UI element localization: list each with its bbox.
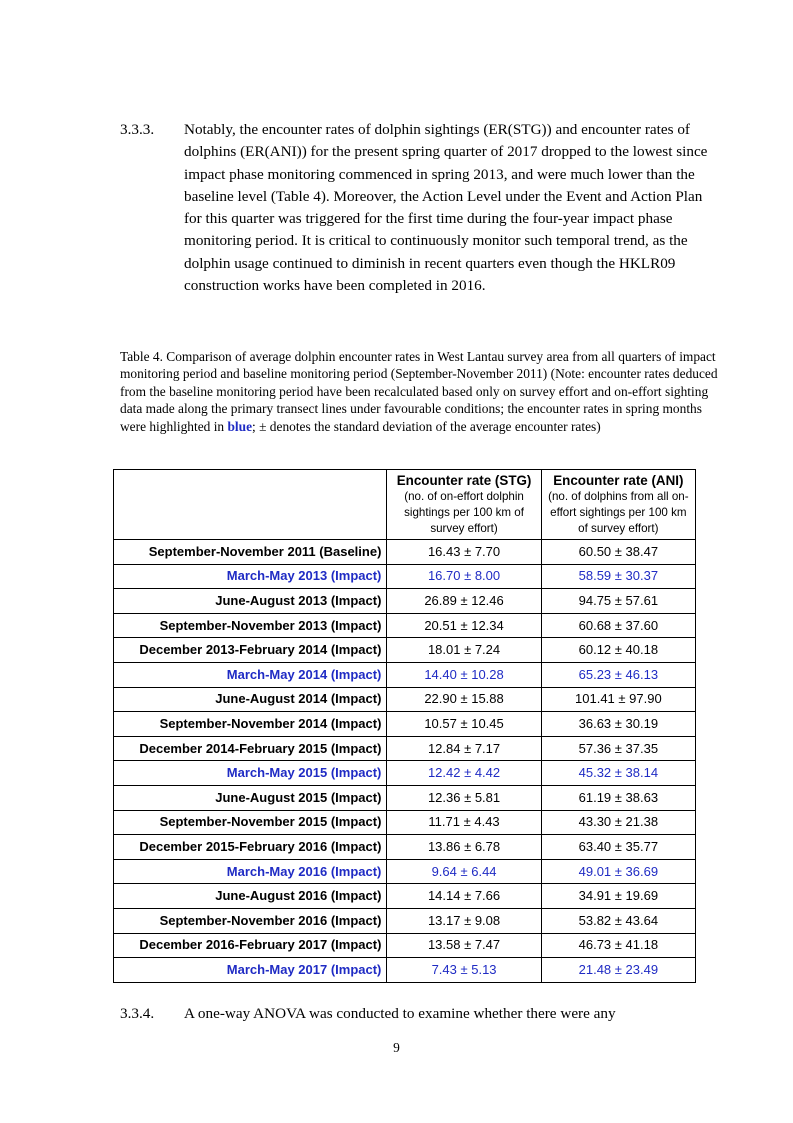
period-cell: March-May 2016 (Impact) [114,859,387,884]
caption-highlight: blue [227,418,253,434]
ani-cell: 34.91 ± 19.69 [541,884,695,909]
period-cell: March-May 2017 (Impact) [114,958,387,983]
table-row [114,908,696,933]
stg-cell: 13.17 ± 9.08 [387,908,541,933]
table-row [114,736,696,761]
ani-cell: 36.63 ± 30.19 [541,712,695,737]
stg-cell: 14.14 ± 7.66 [387,884,541,909]
period-cell: June-August 2016 (Impact) [114,884,387,909]
period-cell: June-August 2015 (Impact) [114,785,387,810]
period-cell: June-August 2014 (Impact) [114,687,387,712]
stg-cell: 10.57 ± 10.45 [387,712,541,737]
stg-cell: 13.58 ± 7.47 [387,933,541,958]
period-cell: December 2013-February 2014 (Impact) [114,638,387,663]
stg-cell: 12.84 ± 7.17 [387,736,541,761]
table-row [114,958,696,983]
period-cell: September-November 2011 (Baseline) [114,540,387,565]
table-row [114,687,696,712]
period-cell: December 2015-February 2016 (Impact) [114,835,387,860]
header-stg-title: Encounter rate (STG) [396,473,532,488]
section-number: 3.3.3. [120,121,155,138]
period-cell: June-August 2013 (Impact) [114,589,387,614]
header-stg [387,470,541,540]
stg-cell: 9.64 ± 6.44 [387,859,541,884]
table-row [114,810,696,835]
header-empty-cell [114,470,387,540]
table-caption [120,348,720,435]
ani-cell: 60.68 ± 37.60 [541,613,695,638]
period-cell: September-November 2016 (Impact) [114,908,387,933]
table-body [114,540,696,983]
stg-cell: 16.70 ± 8.00 [387,564,541,589]
header-ani [541,470,695,540]
period-cell: December 2014-February 2015 (Impact) [114,736,387,761]
header-ani-title: Encounter rate (ANI) [553,473,684,488]
stg-cell: 18.01 ± 7.24 [387,638,541,663]
table-row [114,564,696,589]
ani-cell: 21.48 ± 23.49 [541,958,695,983]
period-cell: September-November 2013 (Impact) [114,613,387,638]
header-ani-subtitle: (no. of dolphins from all on-effort sightings per 100 km of survey effort) [548,490,689,535]
ani-cell: 60.50 ± 38.47 [541,540,695,565]
section-3-3-4 [120,1003,710,1025]
ani-cell: 43.30 ± 21.38 [541,810,695,835]
stg-cell: 20.51 ± 12.34 [387,613,541,638]
section-text: A one-way ANOVA was conducted to examine whether there were any [184,1005,616,1022]
caption-text-before: Table 4. Comparison of average dolphin encounter rates in West Lantau survey area from all quarters of impact monitoring period and baseline monitoring period (September-November 2011) (Note: encounter rates deduced from the baseline monitoring period have been recalculated based only on survey effort and on-effort sighting data made along the primary transect lines under favourable conditions; the encounter rates in spring months were highlighted in [120,349,718,434]
stg-cell: 13.86 ± 6.78 [387,835,541,860]
stg-cell: 26.89 ± 12.46 [387,589,541,614]
stg-cell: 11.71 ± 4.43 [387,810,541,835]
ani-cell: 46.73 ± 41.18 [541,933,695,958]
stg-cell: 12.42 ± 4.42 [387,761,541,786]
period-cell: March-May 2013 (Impact) [114,564,387,589]
ani-cell: 49.01 ± 36.69 [541,859,695,884]
ani-cell: 61.19 ± 38.63 [541,785,695,810]
period-cell: September-November 2015 (Impact) [114,810,387,835]
period-cell: March-May 2015 (Impact) [114,761,387,786]
header-stg-subtitle: (no. of on-effort dolphin sightings per 100 km of survey effort) [404,490,524,535]
encounter-rate-table [113,469,696,983]
period-cell: September-November 2014 (Impact) [114,712,387,737]
table-row [114,785,696,810]
period-cell: December 2016-February 2017 (Impact) [114,933,387,958]
table-row [114,712,696,737]
table-row [114,761,696,786]
stg-cell: 7.43 ± 5.13 [387,958,541,983]
table-row [114,859,696,884]
section-3-3-3 [120,119,710,297]
ani-cell: 63.40 ± 35.77 [541,835,695,860]
table-row [114,662,696,687]
ani-cell: 58.59 ± 30.37 [541,564,695,589]
caption-text-after: ; ± denotes the standard deviation of the average encounter rates) [252,418,601,434]
table-header-row [114,470,696,540]
ani-cell: 45.32 ± 38.14 [541,761,695,786]
section-text: Notably, the encounter rates of dolphin sightings (ER(STG)) and encounter rates of dolphins (ER(ANI)) for the present spring quarter of 2017 dropped to the lowest since impact phase monitoring commenced in spring 2013, and were much lower than the baseline level (Table 4). Moreover, the Action Level under the Event and Action Plan for this quarter was triggered for the first time during the four-year impact phase monitoring period. It is critical to continuously monitor such temporal trend, as the dolphin usage continued to diminish in recent quarters even though the HKLR09 construction works have been completed in 2016. [184,121,708,295]
stg-cell: 14.40 ± 10.28 [387,662,541,687]
table-row [114,589,696,614]
ani-cell: 60.12 ± 40.18 [541,638,695,663]
section-number: 3.3.4. [120,1005,155,1022]
table-row [114,638,696,663]
page-number: 9 [393,1040,400,1055]
stg-cell: 16.43 ± 7.70 [387,540,541,565]
stg-cell: 22.90 ± 15.88 [387,687,541,712]
table-row [114,540,696,565]
table-row [114,835,696,860]
ani-cell: 57.36 ± 37.35 [541,736,695,761]
ani-cell: 101.41 ± 97.90 [541,687,695,712]
period-cell: March-May 2014 (Impact) [114,662,387,687]
table-row [114,613,696,638]
stg-cell: 12.36 ± 5.81 [387,785,541,810]
table-row [114,884,696,909]
table-row [114,933,696,958]
ani-cell: 65.23 ± 46.13 [541,662,695,687]
ani-cell: 94.75 ± 57.61 [541,589,695,614]
ani-cell: 53.82 ± 43.64 [541,908,695,933]
